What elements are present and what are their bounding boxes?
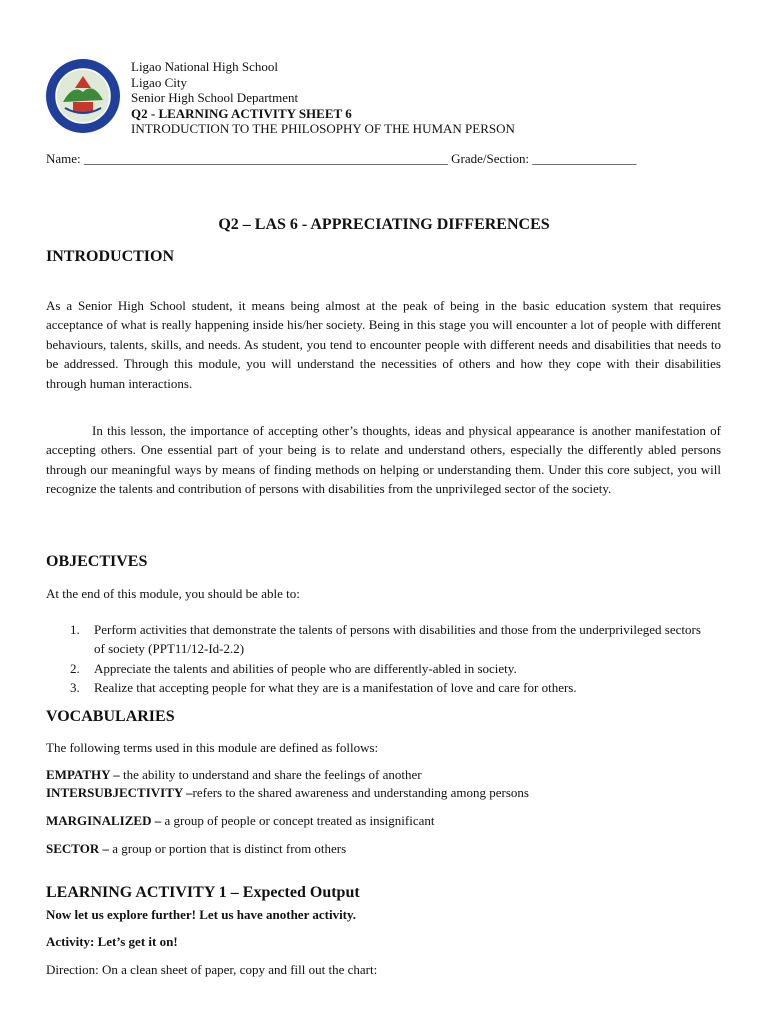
vocabularies-lead: The following terms used in this module are defined as follows: <box>46 740 379 755</box>
direction-line: Direction: On a clean sheet of paper, copy and fill out the chart: <box>46 962 378 977</box>
vocab-term-empathy <box>46 767 422 783</box>
vocab-term-sector <box>46 841 346 857</box>
name-grade-line <box>46 151 636 167</box>
activity-line: Activity: Let’s get it on! <box>46 934 178 949</box>
definition: a group or portion that is distinct from others <box>112 841 347 856</box>
explore-line: Now let us explore further! Let us have another activity. <box>46 907 357 922</box>
definition: the ability to understand and share the feelings of another <box>123 767 422 782</box>
school-city: Ligao City <box>131 74 187 90</box>
list-number: 1. <box>70 622 80 637</box>
term: INTERSUBJECTIVITY <box>46 785 183 800</box>
objectives-lead: At the end of this module, you should be able to: <box>46 586 300 601</box>
school-name: Ligao National High School <box>131 59 278 74</box>
list-item <box>70 620 710 659</box>
school-department: Senior High School Department <box>131 90 299 105</box>
objectives-heading: OBJECTIVES <box>46 553 148 570</box>
list-item <box>70 678 710 697</box>
list-number: 3. <box>70 679 80 695</box>
introduction-heading: INTRODUCTION <box>46 248 175 265</box>
name-label: Name: <box>46 151 81 166</box>
name-field[interactable]: ________________________________________________________ <box>83 151 448 166</box>
list-item <box>70 659 710 678</box>
learning-activity-title: LEARNING ACTIVITY 1 – Expected Output <box>46 884 360 901</box>
objectives-list <box>70 620 710 697</box>
sheet-title: Q2 - LEARNING ACTIVITY SHEET 6 <box>131 105 352 121</box>
vocabularies-heading: VOCABULARIES <box>46 708 175 725</box>
introduction-paragraph-1: As a Senior High School student, it means being almost at the peak of being in the basic education system that requires acceptance of what is really happening inside his/her society. Being in this stage you will encounter a lot of people with different behaviours, talents, skills, and needs. As student, you tend to encounter people with different needs and disabilities that needs to be addressed. Through this module, you will understand the necessities of others and how they cope with their disabilities through human interactions. <box>46 298 721 391</box>
definition: a group of people or concept treated as insignificant <box>164 813 435 828</box>
list-number: 2. <box>70 660 80 676</box>
introduction-paragraph-2: In this lesson, the importance of accepting other’s thoughts, ideas and physical appearance is another manifestation of accepting others. One essential part of your being is to relate and understand others, especially the differently abled persons through our meaningful ways by means of finding methods on helping or understanding them. Under this core subject, you will recognize the talents and contribution of persons with disabilities from the unprivileged sector of the society. <box>46 423 721 497</box>
vocab-term-marginalized <box>46 813 434 829</box>
term-separator: – <box>110 767 124 782</box>
term-separator: – <box>99 841 113 856</box>
lesson-title: Q2 – LAS 6 - APPRECIATING DIFFERENCES <box>218 216 550 233</box>
subject-title: INTRODUCTION TO THE PHILOSOPHY OF THE HUMAN PERSON <box>131 121 515 136</box>
school-header <box>131 59 515 137</box>
list-text: Perform activities that demonstrate the talents of persons with disabilities and those from the underprivileged sectors of society (PPT11/12-Id-2.2) <box>94 622 701 657</box>
term: SECTOR <box>46 841 100 856</box>
term: EMPATHY <box>46 767 111 782</box>
list-text: Appreciate the talents and abilities of people who are differently-abled in society. <box>94 660 517 676</box>
grade-section-label: Grade/Section: <box>451 151 530 166</box>
vocab-term-intersubjectivity <box>46 785 529 801</box>
term-separator: – <box>151 813 165 828</box>
term-separator: – <box>182 785 193 800</box>
grade-section-field[interactable]: ________________ <box>532 151 637 166</box>
school-seal-logo <box>45 58 121 134</box>
definition: refers to the shared awareness and understanding among persons <box>192 785 529 800</box>
term: MARGINALIZED <box>46 813 152 828</box>
list-text: Realize that accepting people for what they are is a manifestation of love and care for others. <box>94 679 577 695</box>
